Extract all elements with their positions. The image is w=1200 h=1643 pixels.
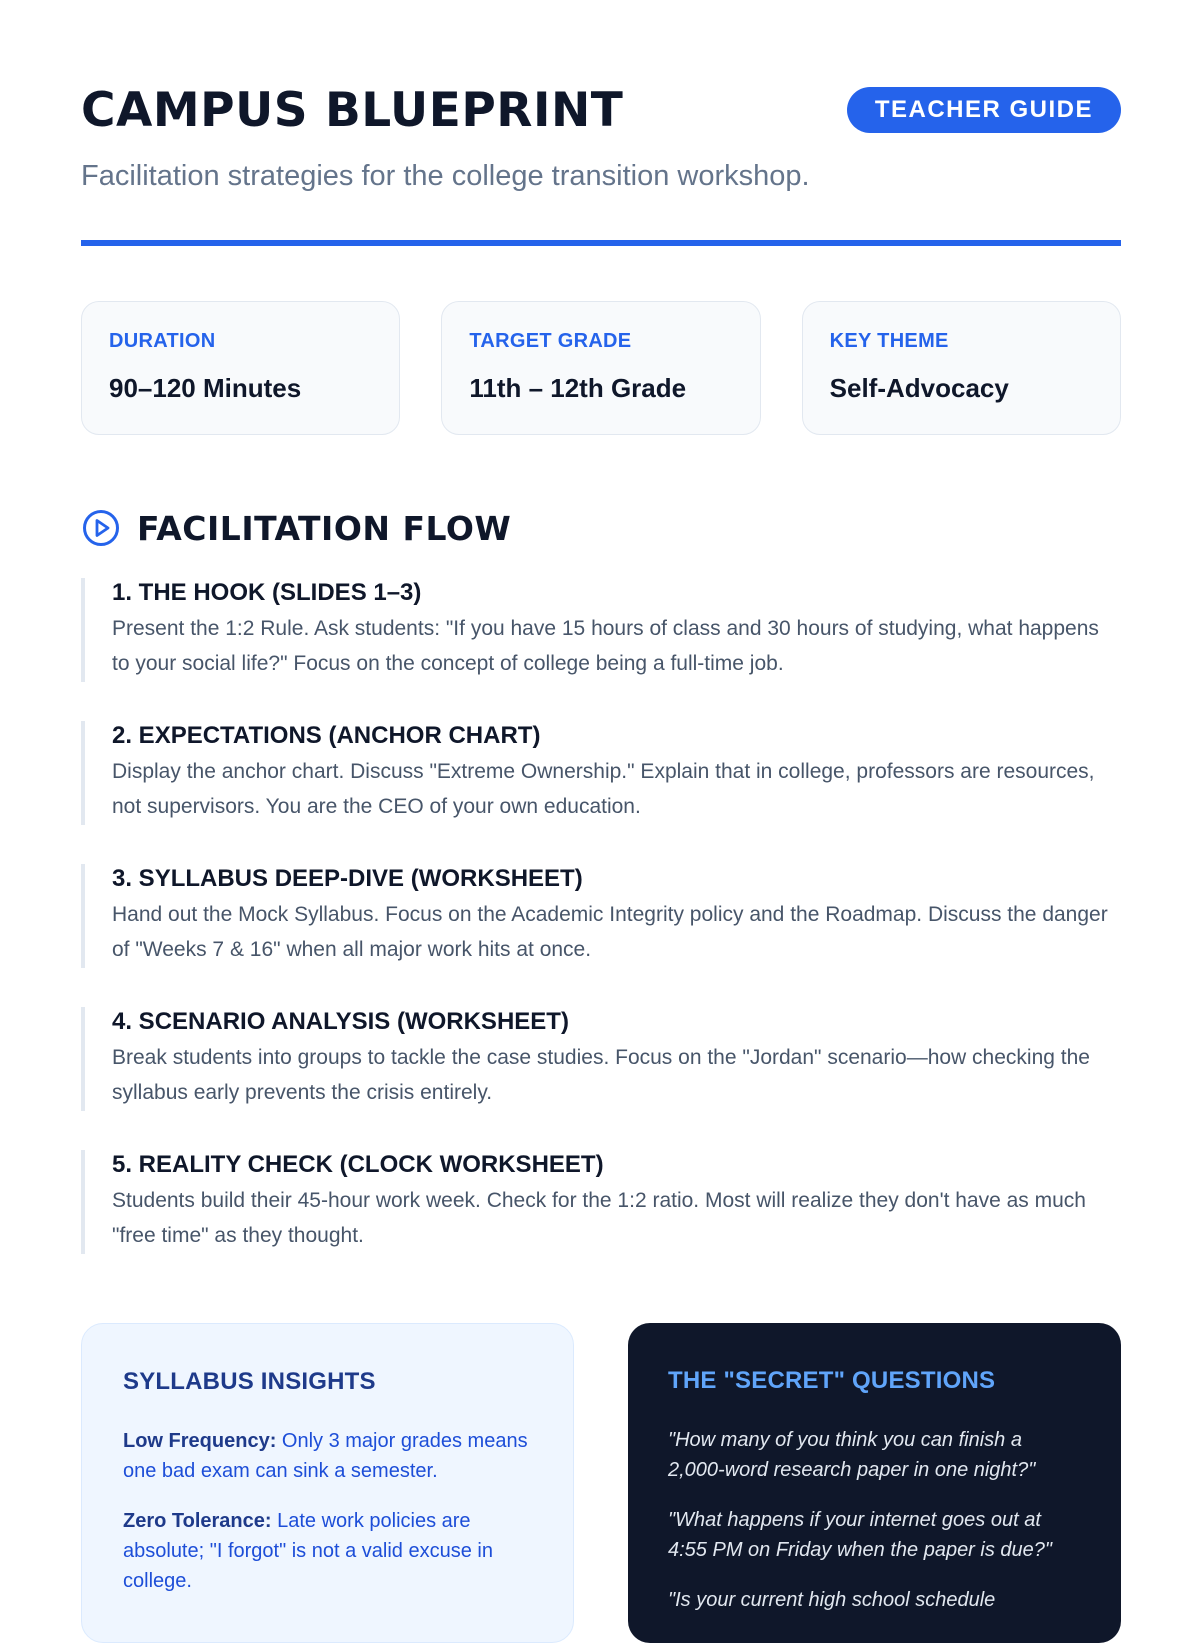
step-body: Students build their 45-hour work week. Check for the 1:2 ratio. Most will realize they don't have as much "free time" as they thought. [112, 1189, 1086, 1247]
play-circle-icon [81, 508, 121, 548]
step-title: 1. THE HOOK (SLIDES 1–3) [112, 579, 422, 606]
insight-item [123, 1506, 533, 1596]
card-value: 11th – 12th Grade [469, 373, 687, 403]
flow-step [81, 578, 1121, 682]
header-divider [81, 240, 1121, 246]
insight-label: Low Frequency: [123, 1430, 277, 1452]
page-title: CAMPUS BLUEPRINT [81, 83, 624, 138]
flow-step [81, 1007, 1121, 1111]
flow-step [81, 1150, 1121, 1254]
step-body: Display the anchor chart. Discuss "Extreme Ownership." Explain that in college, professors are resources, not supervisors. You are the CEO of your own education. [112, 760, 1095, 818]
step-title: 2. EXPECTATIONS (ANCHOR CHART) [112, 722, 541, 749]
page-subtitle: Facilitation strategies for the college transition workshop. [81, 160, 810, 192]
insight-label: Zero Tolerance: [123, 1510, 272, 1532]
card-label: KEY THEME [829, 330, 949, 352]
step-body: Present the 1:2 Rule. Ask students: "If you have 15 hours of class and 30 hours of studying, what happens to your social life?" Focus on the concept of college being a full-time job. [112, 617, 1099, 675]
secret-question: "Is your current high school schedule [668, 1589, 996, 1611]
duration-card [81, 301, 400, 435]
insight-text: Only 3 major grades means one bad exam can sink a semester. [123, 1430, 528, 1482]
insights-title: SYLLABUS INSIGHTS [123, 1368, 376, 1395]
target-grade-card [441, 301, 760, 435]
card-value: Self-Advocacy [829, 373, 1009, 403]
insight-item [123, 1426, 533, 1486]
flow-step [81, 721, 1121, 825]
teacher-guide-badge: TEACHER GUIDE [847, 87, 1121, 133]
secret-question: "What happens if your internet goes out at 4:55 PM on Friday when the paper is due?" [668, 1509, 1052, 1561]
section-title: FACILITATION FLOW [137, 508, 512, 548]
key-theme-card [802, 301, 1121, 435]
secret-questions-box [628, 1323, 1121, 1643]
flow-step [81, 864, 1121, 968]
syllabus-insights-box [81, 1323, 574, 1643]
step-body: Break students into groups to tackle the case studies. Focus on the "Jordan" scenario—how checking the syllabus early prevents the crisis entirely. [112, 1046, 1090, 1104]
step-body: Hand out the Mock Syllabus. Focus on the Academic Integrity policy and the Roadmap. Discuss the danger of "Weeks 7 & 16" when all major work hits at once. [112, 903, 1108, 961]
card-label: DURATION [109, 330, 216, 352]
secret-questions-title: THE "SECRET" QUESTIONS [668, 1367, 996, 1394]
secret-question: "How many of you think you can finish a 2,000-word research paper in one night?" [668, 1429, 1036, 1481]
step-title: 5. REALITY CHECK (CLOCK WORKSHEET) [112, 1151, 604, 1178]
step-title: 3. SYLLABUS DEEP-DIVE (WORKSHEET) [112, 865, 583, 892]
info-cards [81, 301, 1121, 435]
card-label: TARGET GRADE [469, 330, 632, 352]
facilitation-flow-heading [81, 508, 511, 548]
insight-text: Late work policies are absolute; "I forgot" is not a valid excuse in college. [123, 1510, 493, 1592]
facilitation-steps [81, 578, 1121, 1293]
step-title: 4. SCENARIO ANALYSIS (WORKSHEET) [112, 1008, 569, 1035]
card-value: 90–120 Minutes [109, 373, 302, 403]
